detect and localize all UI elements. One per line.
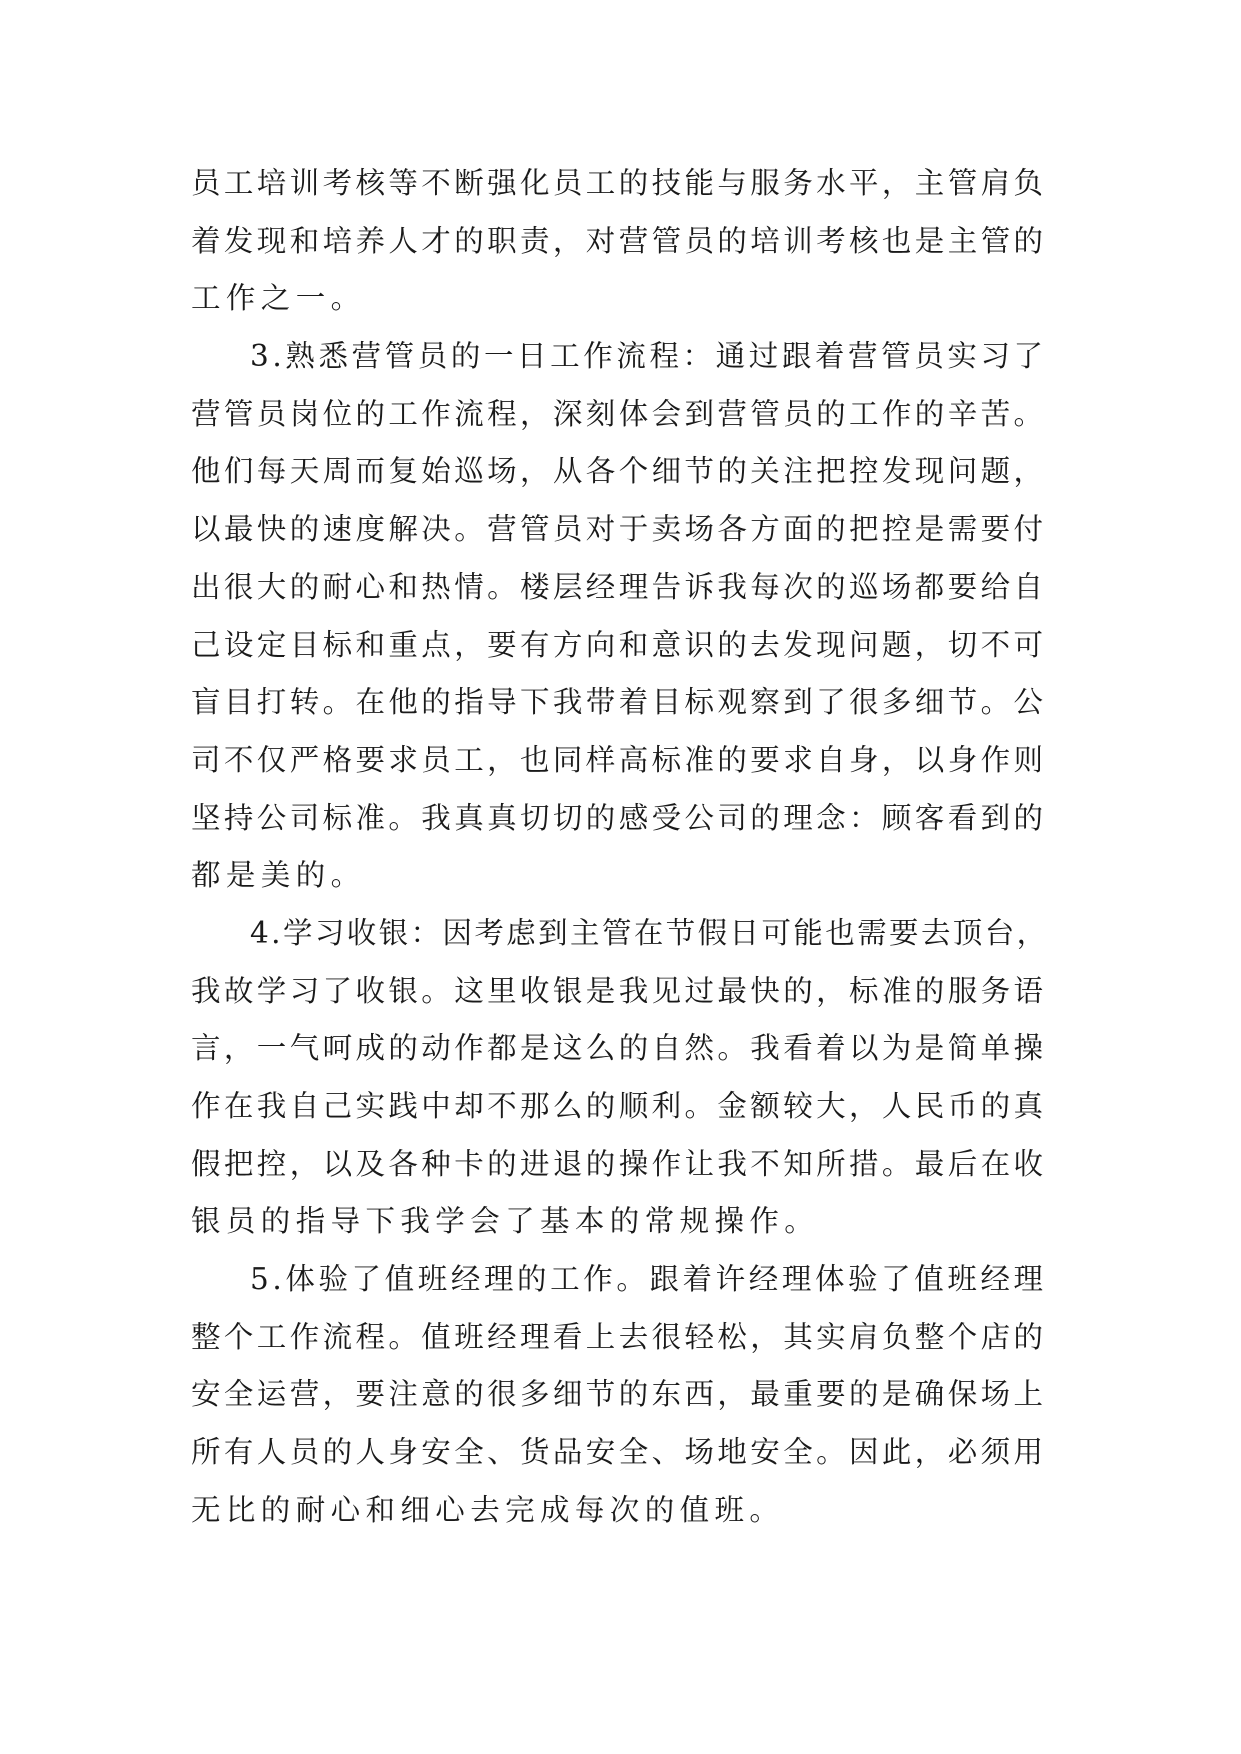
text-line: 着发现和培养人才的职责，对营管员的培训考核也是主管的 <box>191 223 1047 258</box>
text-line: 以最快的速度解决。营管员对于卖场各方面的把控是需要付 <box>191 512 1047 547</box>
text-line: 营管员岗位的工作流程，深刻体会到营管员的工作的辛苦。 <box>191 396 1047 431</box>
text-line: 员工培训考核等不断强化员工的技能与服务水平，主管肩负 <box>191 166 1047 200</box>
text-line: 作在我自己实践中却不那么的顺利。金额较大，人民币的真 <box>191 1089 1047 1123</box>
text-line: 己设定目标和重点，要有方向和意识的去发现问题，切不可 <box>191 627 1047 662</box>
text-line: 安全运营，要注意的很多细节的东西，最重要的是确保场上 <box>191 1377 1047 1412</box>
text-line: 司不仅严格要求员工，也同样高标准的要求自身，以身作则 <box>191 742 1047 777</box>
text-line: 5.体验了值班经理的工作。跟着许经理体验了值班经理 <box>250 1262 1047 1297</box>
text-line: 坚持公司标准。我真真切切的感受公司的理念：顾客看到的 <box>191 800 1047 835</box>
text-line: 盲目打转。在他的指导下我带着目标观察到了很多细节。公 <box>191 685 1047 720</box>
text-line: 银员的指导下我学会了基本的常规操作。 <box>191 1204 820 1239</box>
text-line: 4.学习收银：因考虑到主管在节假日可能也需要去顶台， <box>250 915 1049 950</box>
text-line: 我故学习了收银。这里收银是我见过最快的，标准的服务语 <box>191 973 1047 1008</box>
text-line: 出很大的耐心和热情。楼层经理告诉我每次的巡场都要给自 <box>191 569 1047 604</box>
text-line: 工作之一。 <box>191 281 366 316</box>
text-line: 所有人员的人身安全、货品安全、场地安全。因此，必须用 <box>191 1435 1047 1470</box>
text-line: 言，一气呵成的动作都是这么的自然。我看着以为是简单操 <box>191 1031 1047 1066</box>
text-line: 3.熟悉营管员的一日工作流程：通过跟着营管员实习了 <box>250 339 1047 374</box>
text-line: 他们每天周而复始巡场，从各个细节的关注把控发现问题， <box>191 454 1047 489</box>
text-line: 假把控，以及各种卡的进退的操作让我不知所措。最后在收 <box>191 1146 1047 1181</box>
text-line: 整个工作流程。值班经理看上去很轻松，其实肩负整个店的 <box>191 1319 1047 1354</box>
text-line: 无比的耐心和细心去完成每次的值班。 <box>191 1492 785 1527</box>
body-text <box>191 155 1051 1540</box>
text-line: 都是美的。 <box>191 858 366 893</box>
